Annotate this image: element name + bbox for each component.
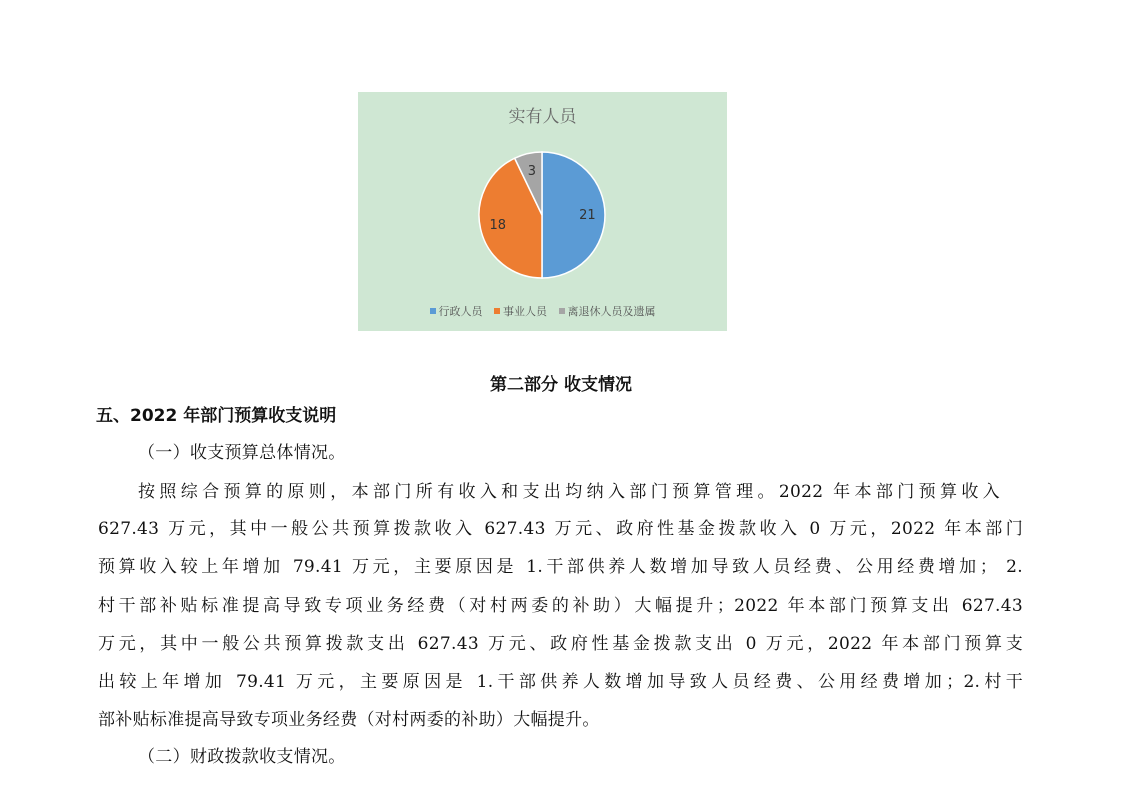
paragraph-line-2: 627.43 万元，其中一般公共预算拨款收入 627.43 万元、政府性基金拨款收入 0 万元，2022 年本部门: [98, 519, 1023, 539]
chart-legend: [358, 303, 727, 319]
subsection-heading-1: （一）收支预算总体情况。: [138, 443, 346, 463]
paragraph-line-3: 预算收入较上年增加 79.41 万元，主要原因是 1.干部供养人数增加导致人员经费、公用经费增加； 2.: [98, 557, 1023, 577]
paragraph-line-4: 村干部补贴标准提高导致专项业务经费（对村两委的补助）大幅提升；2022 年本部门预算支出 627.43: [98, 596, 1023, 616]
legend-swatch-retired: [559, 308, 565, 314]
paragraph-line-6: 出较上年增加 79.41 万元，主要原因是 1.干部供养人数增加导致人员经费、公用经费增加；2.村干: [98, 672, 1023, 692]
pie-label-public-institution: 18: [489, 218, 507, 234]
legend-swatch-public-institution: [494, 308, 500, 314]
pie-chart-svg: [358, 92, 727, 331]
pie-label-retired: 3: [527, 163, 537, 179]
section-title: 五、2022 年部门预算收支说明: [96, 406, 337, 426]
legend-label-public-institution: 事业人员: [503, 305, 547, 318]
chart-title: 实有人员: [508, 107, 577, 127]
paragraph-line-7: 部补贴标准提高导致专项业务经费（对村两委的补助）大幅提升。: [98, 710, 600, 730]
subsection-heading-2: （二）财政拨款收支情况。: [138, 747, 346, 767]
legend-label-admin: 行政人员: [438, 305, 483, 318]
paragraph-line-5: 万元，其中一般公共预算拨款支出 627.43 万元、政府性基金拨款支出 0 万元，2022 年本部门预算支: [98, 634, 1023, 654]
paragraph-line-1: 按照综合预算的原则，本部门所有收入和支出均纳入部门预算管理。2022 年本部门预算收入: [138, 482, 1000, 502]
staff-pie-chart: [358, 92, 727, 331]
legend-item-public-institution: [494, 303, 547, 319]
legend-label-retired: 离退休人员及遗属: [567, 305, 656, 318]
legend-item-admin: [430, 303, 483, 319]
legend-swatch-admin: [430, 308, 436, 314]
legend-item-retired: [559, 303, 656, 319]
pie-label-admin: 21: [579, 208, 596, 223]
part-title: 第二部分 收支情况: [490, 375, 632, 395]
